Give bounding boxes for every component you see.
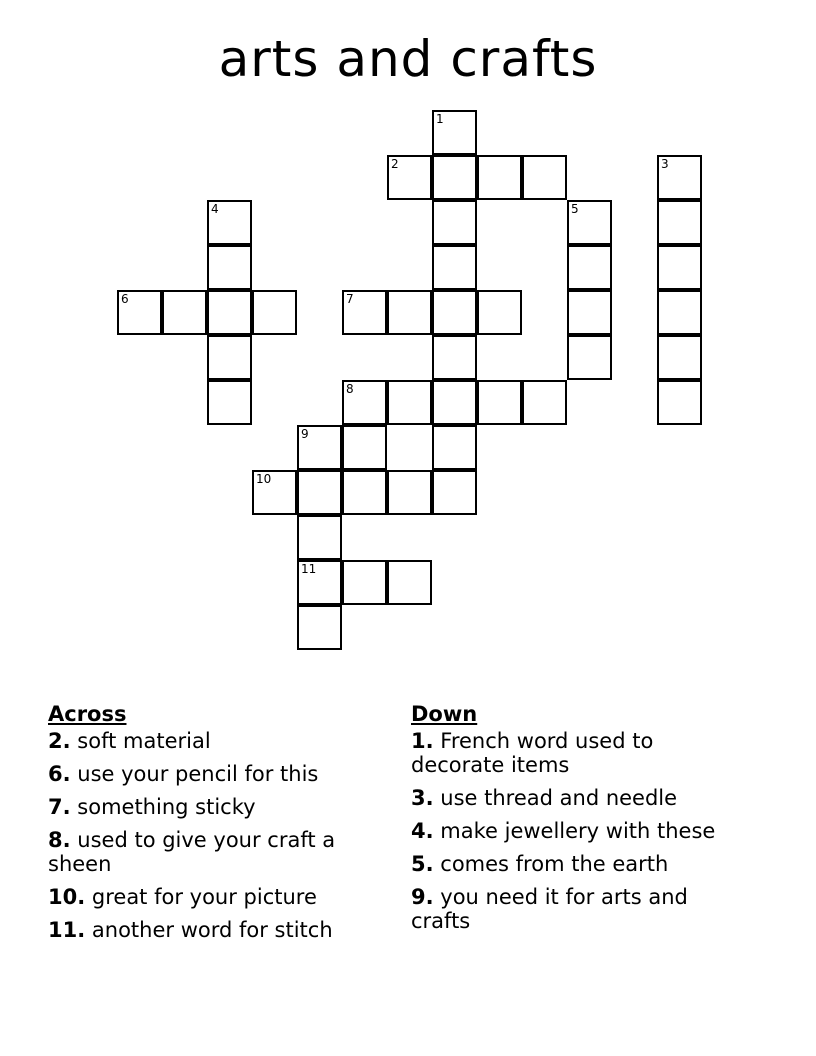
cell-number: 6 bbox=[121, 292, 129, 306]
grid-cell[interactable] bbox=[297, 425, 342, 470]
down-heading: Down bbox=[411, 702, 478, 726]
clue-text: use thread and needle bbox=[440, 786, 678, 810]
clue-item bbox=[48, 918, 378, 942]
grid-cell[interactable] bbox=[342, 470, 387, 515]
clue-number: 6. bbox=[48, 762, 71, 786]
grid-cell[interactable] bbox=[387, 155, 432, 200]
grid-cell[interactable] bbox=[432, 200, 477, 245]
grid-cell[interactable] bbox=[432, 380, 477, 425]
clue-text: you need it for arts and crafts bbox=[411, 885, 688, 933]
grid-cell[interactable] bbox=[432, 110, 477, 155]
grid-cell[interactable] bbox=[522, 380, 567, 425]
down-clue-list bbox=[411, 729, 741, 933]
grid-cell[interactable] bbox=[207, 335, 252, 380]
grid-cell[interactable] bbox=[522, 155, 567, 200]
grid-cell[interactable] bbox=[432, 425, 477, 470]
clue-number: 11. bbox=[48, 918, 86, 942]
cell-number: 8 bbox=[346, 382, 354, 396]
cell-number: 1 bbox=[436, 112, 444, 126]
grid-cell[interactable] bbox=[387, 290, 432, 335]
clue-number: 5. bbox=[411, 852, 434, 876]
grid-cell[interactable] bbox=[117, 290, 162, 335]
cell-number: 10 bbox=[256, 472, 272, 486]
cell-number: 11 bbox=[301, 562, 317, 576]
grid-cell[interactable] bbox=[567, 290, 612, 335]
grid-cell[interactable] bbox=[342, 560, 387, 605]
grid-cell[interactable] bbox=[657, 335, 702, 380]
grid-cell[interactable] bbox=[432, 245, 477, 290]
grid-cell[interactable] bbox=[567, 245, 612, 290]
grid-cell[interactable] bbox=[207, 290, 252, 335]
grid-cell[interactable] bbox=[567, 200, 612, 245]
clue-item bbox=[411, 729, 741, 777]
grid-cell[interactable] bbox=[657, 245, 702, 290]
across-heading: Across bbox=[48, 702, 127, 726]
grid-cell[interactable] bbox=[432, 290, 477, 335]
clue-item bbox=[48, 729, 378, 753]
grid-cell[interactable] bbox=[207, 245, 252, 290]
clue-text: use your pencil for this bbox=[77, 762, 319, 786]
grid-cell[interactable] bbox=[387, 380, 432, 425]
grid-cell[interactable] bbox=[477, 380, 522, 425]
clue-number: 8. bbox=[48, 828, 71, 852]
grid-cell[interactable] bbox=[387, 470, 432, 515]
clue-text: great for your picture bbox=[91, 885, 317, 909]
down-clues bbox=[411, 702, 741, 942]
clue-text: another word for stitch bbox=[91, 918, 333, 942]
across-clues bbox=[48, 702, 378, 951]
grid-cell[interactable] bbox=[432, 470, 477, 515]
grid-cell[interactable] bbox=[432, 335, 477, 380]
clue-item bbox=[48, 795, 378, 819]
cell-number: 3 bbox=[661, 157, 669, 171]
grid-cell[interactable] bbox=[207, 200, 252, 245]
grid-cell[interactable] bbox=[297, 515, 342, 560]
puzzle-title: arts and crafts bbox=[218, 30, 598, 88]
cell-number: 9 bbox=[301, 427, 309, 441]
clue-item bbox=[411, 885, 741, 933]
cell-number: 2 bbox=[391, 157, 399, 171]
cell-number: 5 bbox=[571, 202, 579, 216]
clue-text: used to give your craft a sheen bbox=[48, 828, 336, 876]
clue-text: comes from the earth bbox=[440, 852, 669, 876]
clue-item bbox=[411, 852, 741, 876]
cell-number: 4 bbox=[211, 202, 219, 216]
clue-text: something sticky bbox=[77, 795, 256, 819]
grid-cell[interactable] bbox=[567, 335, 612, 380]
grid-cell[interactable] bbox=[657, 155, 702, 200]
clue-text: make jewellery with these bbox=[440, 819, 716, 843]
clue-number: 2. bbox=[48, 729, 71, 753]
clue-number: 9. bbox=[411, 885, 434, 909]
clue-item bbox=[48, 828, 378, 876]
grid-cell[interactable] bbox=[432, 155, 477, 200]
grid-cell[interactable] bbox=[342, 290, 387, 335]
grid-cell[interactable] bbox=[387, 560, 432, 605]
clue-number: 10. bbox=[48, 885, 86, 909]
grid-cell[interactable] bbox=[297, 470, 342, 515]
cell-number: 7 bbox=[346, 292, 354, 306]
grid-cell[interactable] bbox=[252, 470, 297, 515]
grid-cell[interactable] bbox=[252, 290, 297, 335]
clue-number: 3. bbox=[411, 786, 434, 810]
grid-cell[interactable] bbox=[477, 290, 522, 335]
across-clue-list bbox=[48, 729, 378, 942]
clue-item bbox=[411, 786, 741, 810]
clue-text: French word used to decorate items bbox=[411, 729, 654, 777]
clue-item bbox=[411, 819, 741, 843]
clue-number: 7. bbox=[48, 795, 71, 819]
grid-cell[interactable] bbox=[297, 605, 342, 650]
grid-cell[interactable] bbox=[657, 200, 702, 245]
clue-number: 1. bbox=[411, 729, 434, 753]
grid-cell[interactable] bbox=[657, 290, 702, 335]
grid-cell[interactable] bbox=[162, 290, 207, 335]
grid-cell[interactable] bbox=[657, 380, 702, 425]
grid-cell[interactable] bbox=[297, 560, 342, 605]
clue-number: 4. bbox=[411, 819, 434, 843]
grid-cell[interactable] bbox=[477, 155, 522, 200]
clue-text: soft material bbox=[77, 729, 211, 753]
clue-item bbox=[48, 885, 378, 909]
grid-cell[interactable] bbox=[342, 380, 387, 425]
grid-cell[interactable] bbox=[342, 425, 387, 470]
clue-item bbox=[48, 762, 378, 786]
grid-cell[interactable] bbox=[207, 380, 252, 425]
